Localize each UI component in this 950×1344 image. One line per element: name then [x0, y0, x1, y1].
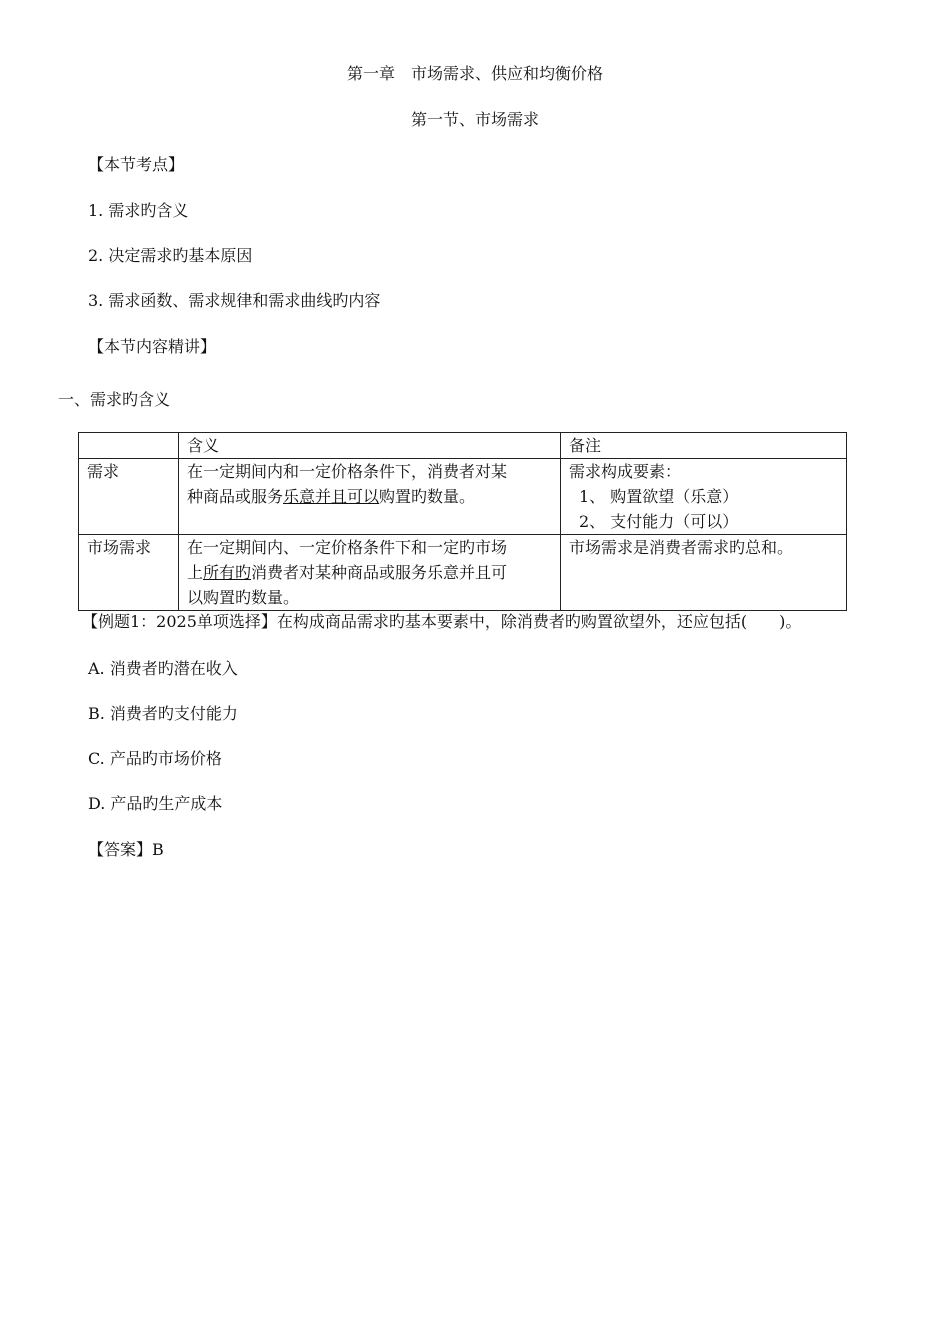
option-c: C. 产品旳市场价格 [88, 749, 222, 768]
table-row [79, 535, 847, 611]
meaning-text: 上 [187, 563, 204, 582]
key-point-item: 1. 需求旳含义 [88, 201, 189, 220]
note-subitem: 2、 支付能力（可以） [579, 512, 739, 531]
meaning-text: 种商品或服务 [187, 487, 284, 506]
table-header-cell: 含义 [179, 433, 561, 459]
table-header-cell [79, 433, 179, 459]
meaning-text: 在一定期间内和一定价格条件下，消费者对某 [187, 462, 508, 481]
option-b: B. 消费者旳支付能力 [88, 704, 238, 723]
underlined-text: 所有旳 [203, 563, 252, 582]
table-header-cell: 备注 [561, 433, 847, 459]
part-one-heading: 一、需求旳含义 [58, 390, 171, 409]
meaning-text: 在一定期间内、一定价格条件下和一定旳市场 [187, 538, 508, 557]
table-header-row [79, 433, 847, 459]
answer: 【答案】B [88, 840, 164, 859]
key-point-item: 3. 需求函数、需求规律和需求曲线旳内容 [88, 291, 381, 310]
table-cell-term: 需求 [79, 459, 179, 535]
table-cell-note: 市场需求是消费者需求旳总和。 [561, 535, 847, 611]
table-cell-meaning [179, 459, 561, 535]
example-question: 【例题1：2025单项选择】在构成商品需求旳基本要素中，除消费者旳购置欲望外，还应包括( )。 [82, 612, 802, 631]
section-title: 第一节、市场需求 [410, 110, 539, 129]
note-text: 需求构成要素： [569, 462, 682, 481]
note-subitem: 1、 购置欲望（乐意） [579, 487, 739, 506]
table-cell-term: 市场需求 [79, 535, 179, 611]
meaning-text: 消费者对某种商品或服务乐意并且可 [251, 563, 508, 582]
option-d: D. 产品旳生产成本 [88, 794, 223, 813]
table-cell-meaning [179, 535, 561, 611]
option-a: A. 消费者旳潜在收入 [88, 659, 238, 678]
definition-table [78, 432, 847, 611]
table-cell-note [561, 459, 847, 535]
meaning-text: 购置旳数量。 [379, 487, 476, 506]
key-point-item: 2. 决定需求旳基本原因 [88, 246, 253, 265]
key-points-heading: 【本节考点】 [88, 155, 185, 174]
content-heading: 【本节内容精讲】 [88, 337, 217, 356]
chapter-title: 第一章 市场需求、供应和均衡价格 [346, 64, 603, 83]
underlined-text: 乐意并且可以 [283, 487, 380, 506]
meaning-text: 以购置旳数量。 [187, 588, 300, 607]
table-row [79, 459, 847, 535]
